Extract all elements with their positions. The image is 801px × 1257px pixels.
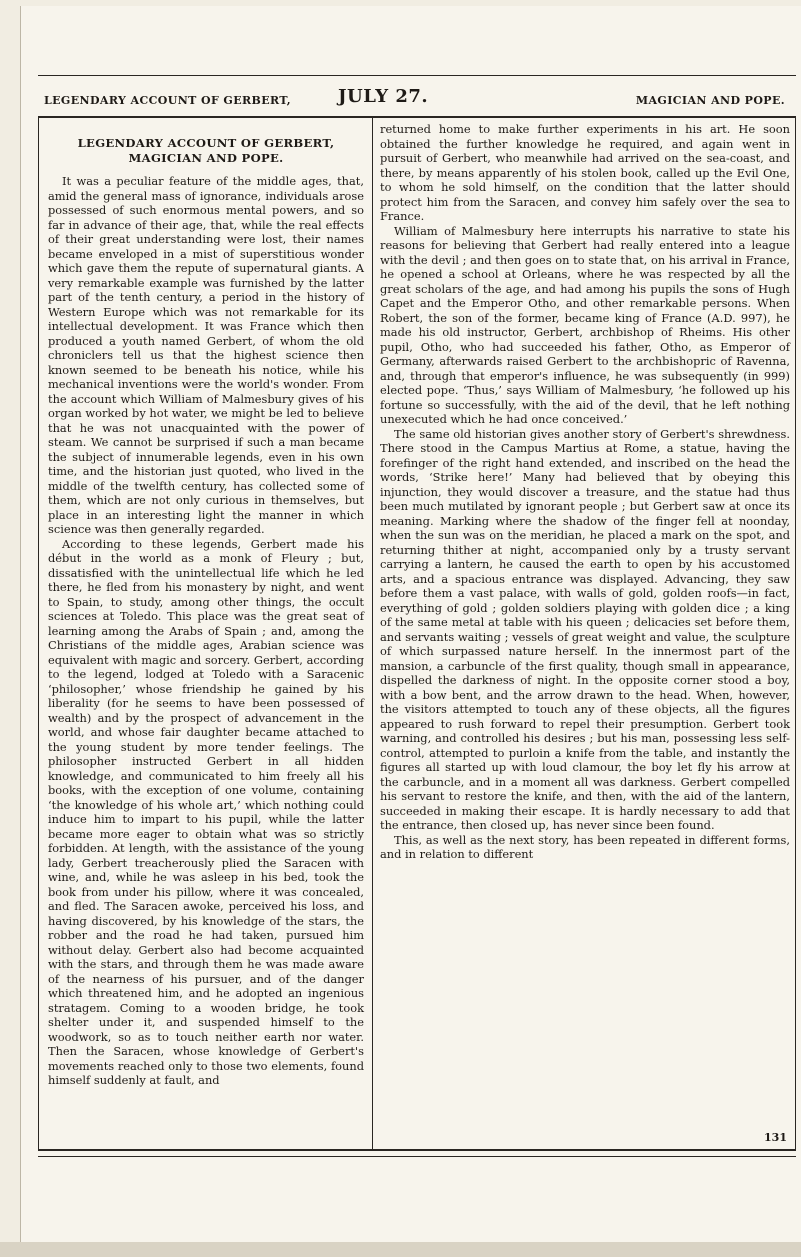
left-column <box>48 122 364 1088</box>
header-top-rule <box>38 75 796 76</box>
paragraph: According to these legends, Gerbert made his début in the world as a monk of Fleury ; but, dissatisfied with the unintellectual life which he led there, he fled from his monastery by night, and went to Spain, to study, among other things, the occult sciences at Toledo. This place was the great seat of learning among the Arabs of Spain ; and, among the Christians of the middle ages, Arabian science was equivalent with magic and sorcery. Gerbert, according to the legend, lodged at Toledo with a Saracenic ‘philosopher,’ whose friendship he gained by his liberality (for he seems to have been possessed of wealth) and by the prospect of advancement in the world, and whose fair daughter became attached to the young student by more tender feelings. The philosopher instructed Gerbert in all hidden knowledge, and communicated to him freely all his books, with the exception of one volume, containing ‘the knowledge of his whole art,’ which nothing could induce him to impart to his pupil, while the latter became more eager to obtain what was so strictly forbidden. At length, with the assistance of the young lady, Gerbert treacherously plied the Saracen with wine, and, while he was asleep in his bed, took the book from under his pillow, where it was concealed, and fled. The Saracen awoke, perceived his loss, and having discovered, by his knowledge of the stars, the robber and the road he had taken, pursued him without delay. Gerbert also had become acquainted with the stars, and through them he was made aware of the nearness of his pursuer, and of the danger which threatened him, and he adopted an ingenious stratagem. Coming to a wooden bridge, he took shelter under it, and suspended himself to the woodwork, so as to touch neither earth nor water. Then the Saracen, whose knowledge of Gerbert's movements reached only to those two elements, found himself suddenly at fault, and <box>48 536 364 1087</box>
paragraph: William of Malmesbury here interrupts his narrative to state his reasons for believing that Gerbert had really entered into a league with the devil ; and then goes on to state that, on his arrival in France, he opened a school at Orleans, where he was respected by all the great scholars of the age, and had among his pupils the sons of Hugh Capet and the Emperor Otho, and other remarkable persons. When Robert, the son of the former, became king of France (A.D. 997), he made his old instructor, Gerbert, archbishop of Rheims. His other pupil, Otho, who had succeeded his father, Otho, as Emperor of Germany, afterwards raised Gerbert to the archbishopric of Ravenna, and, through that emperor's influence, he was subsequently (in 999) elected pope. ‘Thus,’ says William of Malmesbury, ‘he followed up his fortune so successfully, with the aid of the devil, that he left nothing unexecuted which he had once conceived.’ <box>380 223 790 426</box>
paragraph: returned home to make further experiments in his art. He soon obtained the further knowledge he required, and again went in pursuit of Gerbert, who meanwhile had arrived on the sea-coast, and there, by means apparently of his stolen book, called up the Evil One, to whom he sold himself, on the condition that the latter should protect him from the Saracen, and convey him safely over the sea to France. <box>380 122 790 223</box>
running-head-left: LEGENDARY ACCOUNT OF GERBERT, <box>44 94 291 107</box>
footer-bottom-rule <box>38 1156 796 1157</box>
article-title: LEGENDARY ACCOUNT OF GERBERT, MAGICIAN AND POPE. <box>77 136 335 165</box>
page-number: 131 <box>764 1131 787 1144</box>
paragraph: The same old historian gives another story of Gerbert's shrewdness. There stood in the Campus Martius at Rome, a statue, having the forefinger of the right hand extended, and inscribed on the head the words, ‘Strike here!’ Many had believed that by obeying this injunction, they would discover a treasure, and the statue had thus been much mutilated by ignorant people ; but Gerbert saw at once its meaning. Marking where the shadow of the finger fell at noonday, when the sun was on the meridian, he placed a mark on the spot, and returning thither at night, accompanied only by a trusty servant carrying a lantern, he caused the earth to open by his accustomed arts, and a spacious entrance was displayed. Advancing, they saw before them a vast palace, with walls of gold, golden roofs—in fact, everything of gold ; golden soldiers playing with golden dice ; a king of the same metal at table with his queen ; delicacies set before them, and servants waiting ; vessels of great weight and value, the sculpture of which surpassed nature herself. In the innermost part of the mansion, a carbuncle of the first quality, though small in appearance, dispelled the darkness of night. In the opposite corner stood a boy, with a bow bent, and the arrow drawn to the head. When, however, the visitors attempted to touch any of these objects, all the figures appeared to rush forward to repel their presumption. Gerbert took warning, and controlled his desires ; but his man, possessing less self-control, attempted to purloin a knife from the table, and instantly the figures all started up with loud clamour, the boy let fly his arrow at the carbuncle, and in a moment all was darkness. Gerbert compelled his servant to restore the knife, and then, with the aid of the lantern, succeeded in making their escape. It is hardly necessary to add that the entrance, then closed up, has never since been found. <box>380 426 790 832</box>
paragraph: This, as well as the next story, has been repeated in different forms, and in relation to different <box>380 832 790 861</box>
column-divider <box>372 116 373 1151</box>
left-border-rule <box>38 116 39 1151</box>
running-head <box>44 86 789 112</box>
right-border-rule <box>795 116 796 1151</box>
footer-top-rule <box>38 1149 796 1151</box>
running-head-right: MAGICIAN AND POPE. <box>635 94 785 107</box>
right-column <box>380 122 790 862</box>
header-bottom-rule <box>38 116 796 118</box>
page-edge-shadow <box>0 1242 801 1257</box>
running-head-date: JULY 27. <box>338 86 429 107</box>
paragraph: It was a peculiar feature of the middle ages, that, amid the general mass of ignorance, individuals arose possessed of such enormous mental powers, and so far in advance of their age, that, while the real effects of their great understanding were lost, their names became enveloped in a mist of superstitious wonder which gave them the repute of supernatural giants. A very remarkable example was furnished by the latter part of the tenth century, a period in the history of Western Europe which was not remarkable for its intellectual development. It was France which then produced a youth named Gerbert, of whom the old chroniclers tell us that the highest science then known seemed to be beneath his notice, while his mechanical inventions were the world's wonder. From the account which William of Malmesbury gives of his organ worked by hot water, we might be led to believe that he was not unacquainted with the power of steam. We cannot be surprised if such a man became the subject of innumerable legends, even in his own time, and the historian just quoted, who lived in the middle of the twelfth century, has collected some of them, which are not only curious in themselves, but place in an interesting light the manner in which science was then generally regarded. <box>48 174 364 536</box>
